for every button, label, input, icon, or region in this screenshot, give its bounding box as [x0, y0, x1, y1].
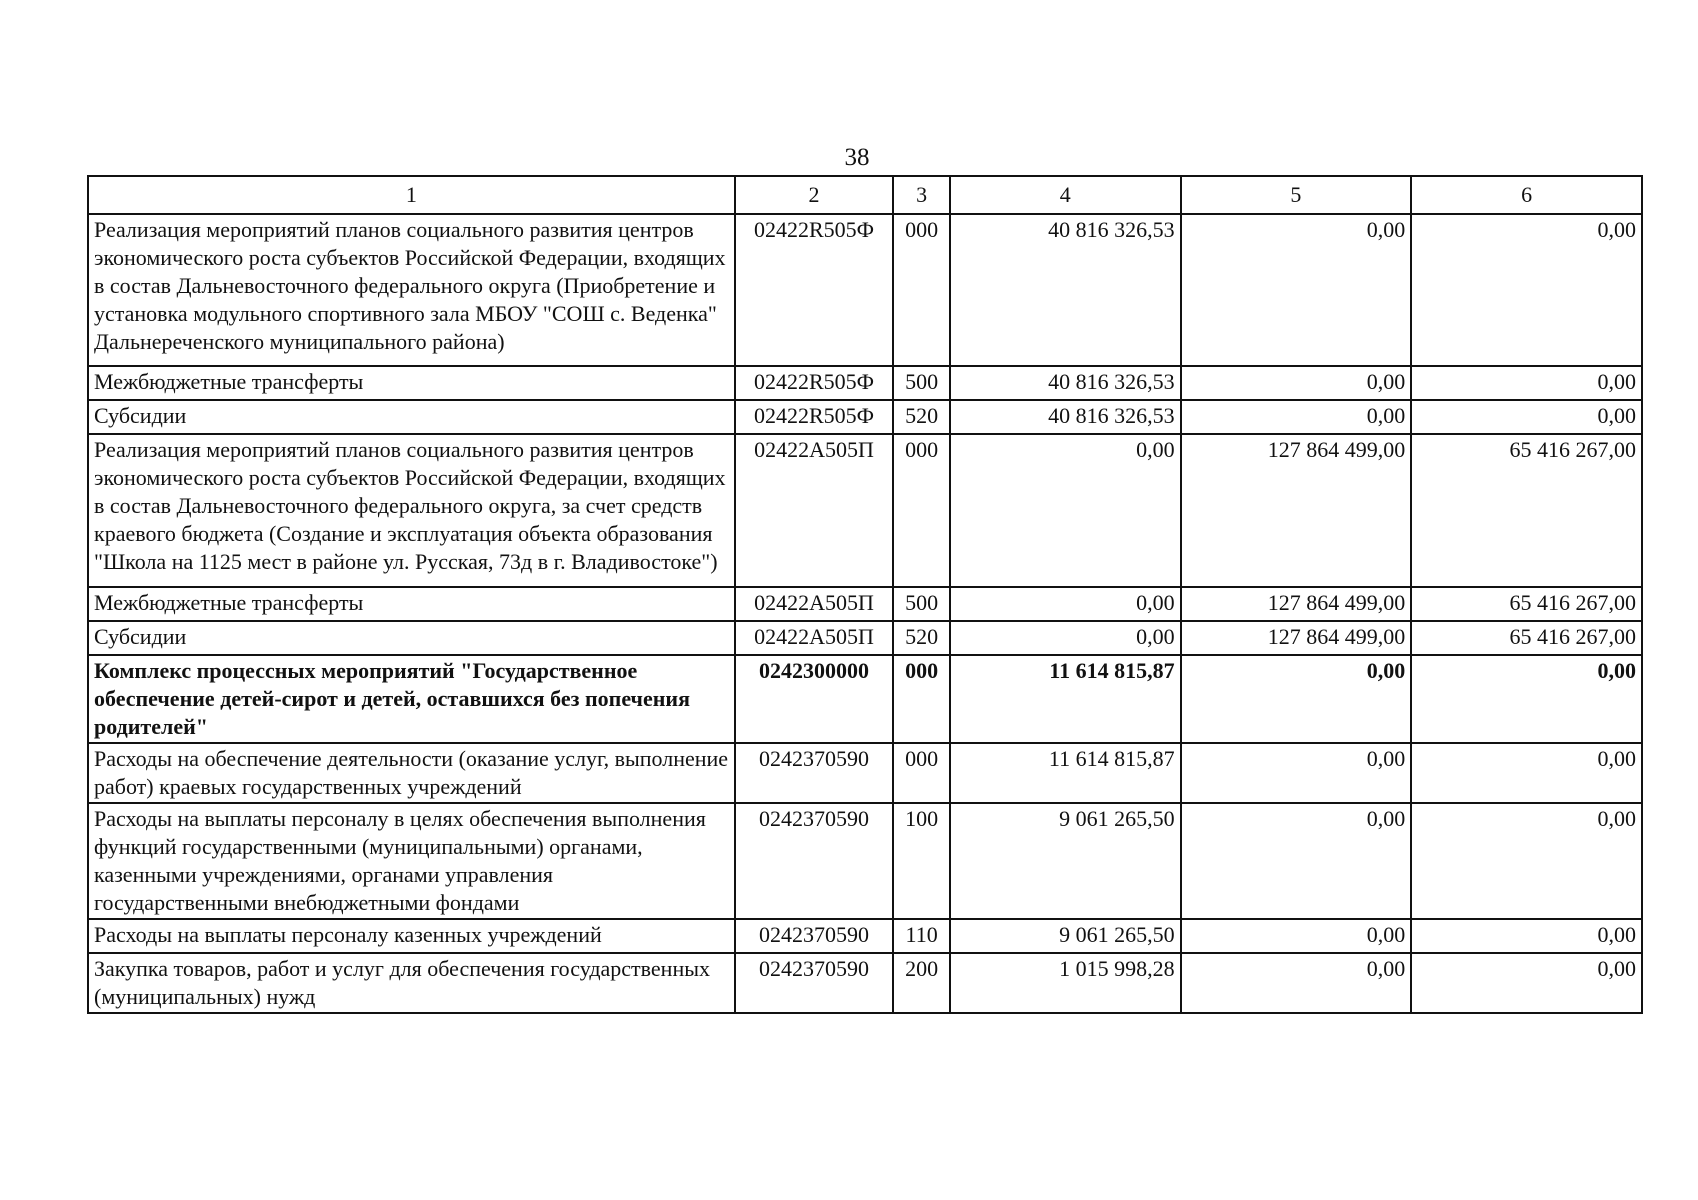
row-value-6: 0,00	[1411, 919, 1642, 953]
row-value-6: 65 416 267,00	[1411, 621, 1642, 655]
row-code: 0242370590	[735, 743, 894, 803]
budget-table	[87, 175, 1643, 1014]
header-col-5: 5	[1181, 176, 1412, 214]
row-value-5: 0,00	[1181, 953, 1412, 1013]
table-row	[88, 803, 1642, 919]
row-value-6: 0,00	[1411, 803, 1642, 919]
row-value-6: 0,00	[1411, 366, 1642, 400]
row-value-5: 127 864 499,00	[1181, 587, 1412, 621]
row-value-5: 0,00	[1181, 919, 1412, 953]
header-row	[88, 176, 1642, 214]
header-col-2: 2	[735, 176, 894, 214]
row-value-6: 0,00	[1411, 400, 1642, 434]
table-row	[88, 366, 1642, 400]
table-row	[88, 434, 1642, 587]
table-row	[88, 621, 1642, 655]
row-name: Межбюджетные трансферты	[88, 587, 735, 621]
row-name: Комплекс процессных мероприятий "Государственное обеспечение детей-сирот и детей, оставшихся без попечения родителей"	[88, 655, 735, 743]
table-body	[88, 214, 1642, 1013]
row-expense-type: 500	[893, 366, 950, 400]
row-value-6: 0,00	[1411, 743, 1642, 803]
header-col-6: 6	[1411, 176, 1642, 214]
row-expense-type: 520	[893, 621, 950, 655]
row-expense-type: 520	[893, 400, 950, 434]
header-col-4: 4	[950, 176, 1181, 214]
table-row	[88, 587, 1642, 621]
row-value-5: 0,00	[1181, 400, 1412, 434]
row-value-4: 0,00	[950, 434, 1181, 587]
row-expense-type: 000	[893, 743, 950, 803]
row-value-4: 40 816 326,53	[950, 214, 1181, 366]
row-value-4: 0,00	[950, 621, 1181, 655]
row-value-5: 0,00	[1181, 743, 1412, 803]
row-code: 02422А505П	[735, 587, 894, 621]
row-value-4: 1 015 998,28	[950, 953, 1181, 1013]
header-col-3: 3	[893, 176, 950, 214]
row-value-4: 9 061 265,50	[950, 919, 1181, 953]
row-expense-type: 200	[893, 953, 950, 1013]
row-value-6: 0,00	[1411, 214, 1642, 366]
row-name: Расходы на выплаты персоналу казенных учреждений	[88, 919, 735, 953]
row-code: 0242370590	[735, 919, 894, 953]
table-row	[88, 400, 1642, 434]
row-value-5: 0,00	[1181, 366, 1412, 400]
row-expense-type: 000	[893, 214, 950, 366]
row-code: 0242370590	[735, 803, 894, 919]
row-code: 0242300000	[735, 655, 894, 743]
row-value-6: 65 416 267,00	[1411, 587, 1642, 621]
row-code: 02422А505П	[735, 621, 894, 655]
table-row	[88, 214, 1642, 366]
row-value-5: 127 864 499,00	[1181, 621, 1412, 655]
row-code: 02422R505Ф	[735, 400, 894, 434]
row-value-4: 40 816 326,53	[950, 366, 1181, 400]
page-number: 38	[844, 144, 870, 171]
row-value-4: 11 614 815,87	[950, 743, 1181, 803]
row-code: 02422R505Ф	[735, 366, 894, 400]
row-name: Расходы на обеспечение деятельности (оказание услуг, выполнение работ) краевых государственных учреждений	[88, 743, 735, 803]
table-row	[88, 919, 1642, 953]
row-value-5: 127 864 499,00	[1181, 434, 1412, 587]
row-name: Субсидии	[88, 400, 735, 434]
row-expense-type: 500	[893, 587, 950, 621]
row-value-4: 11 614 815,87	[950, 655, 1181, 743]
row-expense-type: 100	[893, 803, 950, 919]
row-value-6: 0,00	[1411, 655, 1642, 743]
table-row	[88, 743, 1642, 803]
row-expense-type: 000	[893, 434, 950, 587]
row-value-4: 9 061 265,50	[950, 803, 1181, 919]
row-value-5: 0,00	[1181, 803, 1412, 919]
row-name: Закупка товаров, работ и услуг для обеспечения государственных (муниципальных) нужд	[88, 953, 735, 1013]
row-value-6: 0,00	[1411, 953, 1642, 1013]
row-name: Межбюджетные трансферты	[88, 366, 735, 400]
row-value-4: 0,00	[950, 587, 1181, 621]
table-row	[88, 953, 1642, 1013]
header-col-1: 1	[88, 176, 735, 214]
row-code: 02422R505Ф	[735, 214, 894, 366]
row-value-6: 65 416 267,00	[1411, 434, 1642, 587]
row-name: Расходы на выплаты персоналу в целях обеспечения выполнения функций государственными (муниципальными) органами, казенными учреждениями, органами управления государственными внебюджетными фондами	[88, 803, 735, 919]
row-code: 0242370590	[735, 953, 894, 1013]
row-name: Субсидии	[88, 621, 735, 655]
row-value-5: 0,00	[1181, 655, 1412, 743]
row-name: Реализация мероприятий планов социального развития центров экономического роста субъектов Российской Федерации, входящих в состав Дальневосточного федерального округа (Приобретение и установка модульного спортивного зала МБОУ "СОШ с. Веденка" Дальнереченского муниципального района)	[88, 214, 735, 366]
row-value-5: 0,00	[1181, 214, 1412, 366]
table-row	[88, 655, 1642, 743]
row-expense-type: 000	[893, 655, 950, 743]
row-code: 02422А505П	[735, 434, 894, 587]
row-expense-type: 110	[893, 919, 950, 953]
row-name: Реализация мероприятий планов социального развития центров экономического роста субъектов Российской Федерации, входящих в состав Дальневосточного федерального округа, за счет средств краевого бюджета (Создание и эксплуатация объекта образования "Школа на 1125 мест в районе ул. Русская, 73д в г. Владивостоке")	[88, 434, 735, 587]
row-value-4: 40 816 326,53	[950, 400, 1181, 434]
